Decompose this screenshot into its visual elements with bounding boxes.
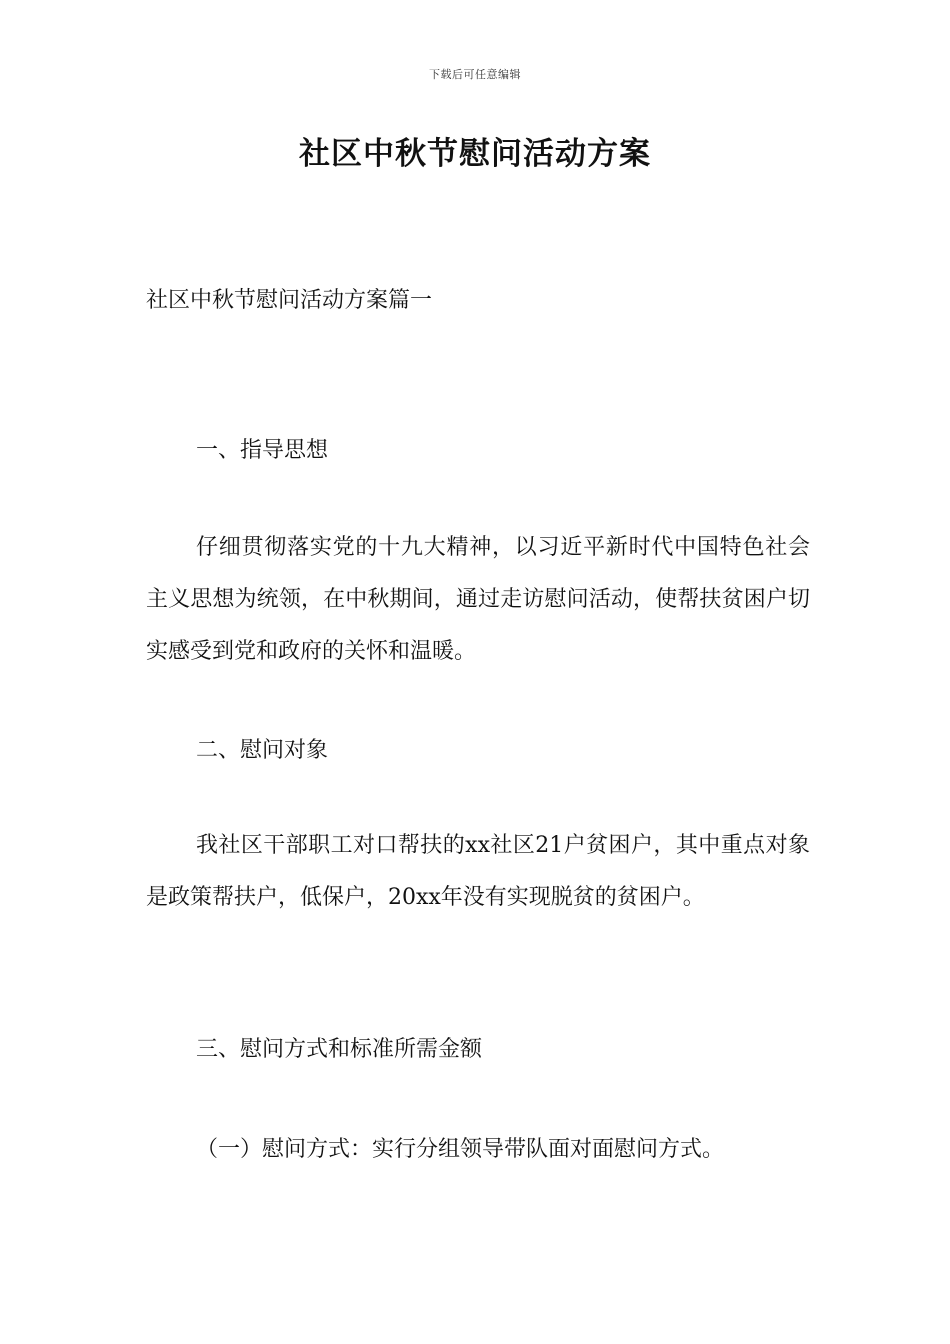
section-item-method: （一）慰问方式：实行分组领导带队面对面慰问方式。 — [196, 1137, 725, 1162]
section-heading-method-standard: 三、慰问方式和标准所需金额 — [196, 1037, 483, 1062]
section-heading-recipients: 二、慰问对象 — [196, 738, 329, 763]
document-title: 社区中秋节慰问活动方案 — [299, 136, 651, 172]
section-paragraph-guiding-ideology: 仔细贯彻落实党的十九大精神，以习近平新时代中国特色社会主义思想为统领，在中秋期间，通过走访慰问活动，使帮扶贫困户切实感受到党和政府的关怀和温暖。 — [146, 535, 810, 664]
header-note: 下载后可任意编辑 — [429, 68, 521, 81]
document-subtitle: 社区中秋节慰问活动方案篇一 — [146, 288, 433, 313]
section-heading-guiding-ideology: 一、指导思想 — [196, 438, 329, 463]
section-paragraph-recipients: 我社区干部职工对口帮扶的xx社区21户贫困户，其中重点对象是政策帮扶户，低保户，20xx年没有实现脱贫的贫困户。 — [146, 833, 810, 910]
